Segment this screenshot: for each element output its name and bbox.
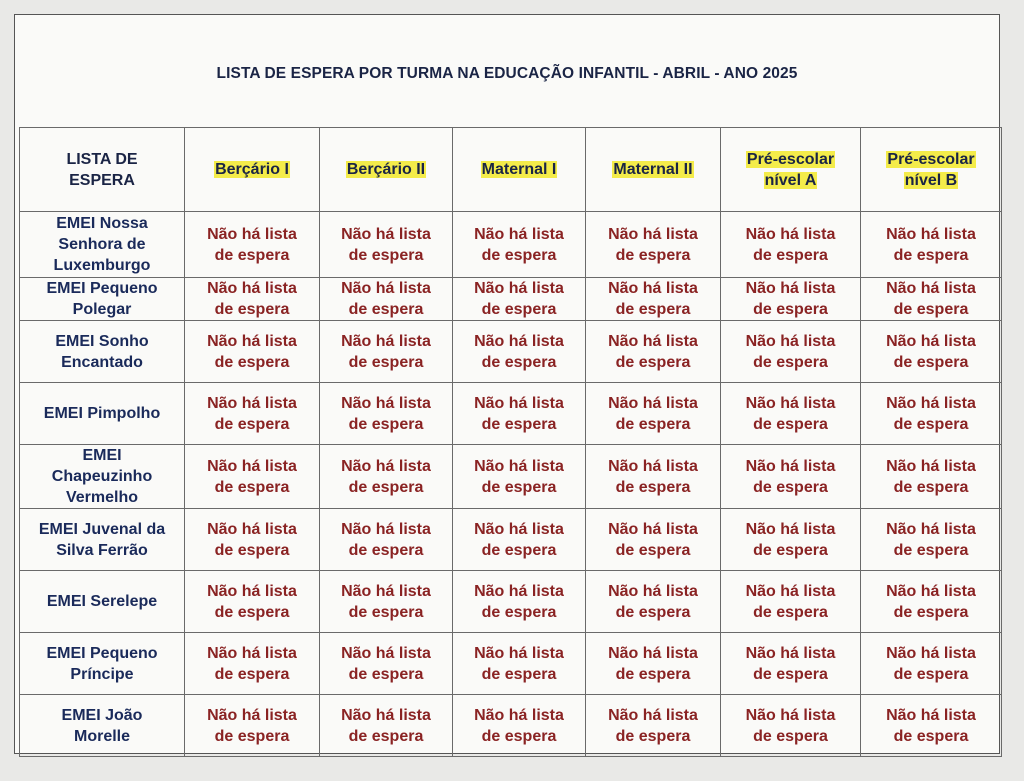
waiting-status-line: Não há lista bbox=[207, 582, 297, 600]
waiting-status-line: de espera bbox=[481, 727, 557, 745]
waiting-status-line: Não há lista bbox=[608, 706, 698, 724]
waiting-status-line: Não há lista bbox=[474, 332, 564, 350]
waiting-status-cell bbox=[453, 571, 586, 633]
waiting-status-cell bbox=[721, 695, 861, 757]
waiting-status-line: de espera bbox=[348, 246, 424, 264]
waiting-status-cell bbox=[185, 383, 320, 445]
school-name-line: EMEI bbox=[82, 447, 122, 464]
table-row bbox=[20, 633, 1002, 695]
column-header-label: Maternal I bbox=[481, 161, 557, 178]
waiting-status-line: de espera bbox=[348, 665, 424, 683]
waiting-status-line: Não há lista bbox=[608, 644, 698, 662]
waiting-status-cell bbox=[861, 695, 1002, 757]
school-name-cell bbox=[20, 571, 185, 633]
waiting-status-line: Não há lista bbox=[608, 582, 698, 600]
school-name-line: EMEI Pimpolho bbox=[43, 405, 161, 422]
waiting-status-cell bbox=[185, 509, 320, 571]
waiting-status-cell bbox=[185, 321, 320, 383]
waiting-status-cell bbox=[453, 383, 586, 445]
waiting-status-line: Não há lista bbox=[886, 520, 976, 538]
waiting-status-line: Não há lista bbox=[745, 394, 836, 412]
school-name-line: EMEI Nossa bbox=[56, 215, 148, 232]
waiting-status-cell bbox=[320, 383, 453, 445]
school-name-line: Vermelho bbox=[65, 489, 139, 506]
waiting-status-line: de espera bbox=[753, 603, 828, 621]
waiting-status-line: Não há lista bbox=[341, 520, 431, 538]
school-name-cell bbox=[20, 278, 185, 321]
waiting-status-line: de espera bbox=[481, 246, 557, 264]
school-name-line: Silva Ferrão bbox=[56, 541, 148, 559]
waiting-status-cell bbox=[185, 571, 320, 633]
table-body bbox=[20, 212, 1002, 757]
waiting-status-cell bbox=[185, 278, 320, 321]
waiting-status-line: de espera bbox=[214, 665, 290, 683]
school-name-line: Senhora de bbox=[58, 236, 146, 253]
school-name-line: EMEI Pequeno bbox=[46, 644, 158, 662]
table-row bbox=[20, 445, 1002, 509]
waiting-status-line: Não há lista bbox=[341, 582, 431, 600]
waiting-status-line: Não há lista bbox=[608, 332, 698, 350]
waiting-status-cell bbox=[320, 633, 453, 695]
waiting-status-line: Não há lista bbox=[608, 394, 698, 412]
waiting-status-line: Não há lista bbox=[474, 225, 564, 243]
waiting-status-cell bbox=[320, 509, 453, 571]
school-name-line: Encantado bbox=[61, 353, 143, 371]
school-name-line: Luxemburgo bbox=[53, 257, 151, 274]
waiting-list-table bbox=[19, 127, 1002, 757]
waiting-status-cell bbox=[861, 278, 1002, 321]
waiting-status-cell bbox=[453, 278, 586, 321]
waiting-status-cell bbox=[861, 383, 1002, 445]
waiting-status-cell bbox=[721, 509, 861, 571]
waiting-status-line: Não há lista bbox=[745, 582, 836, 600]
waiting-status-line: de espera bbox=[481, 353, 557, 371]
waiting-status-cell bbox=[320, 321, 453, 383]
waiting-status-line: Não há lista bbox=[745, 644, 836, 662]
waiting-status-cell bbox=[721, 212, 861, 278]
column-header-maternal-1 bbox=[453, 128, 586, 212]
waiting-status-line: Não há lista bbox=[886, 280, 976, 297]
school-name-cell bbox=[20, 509, 185, 571]
waiting-status-line: Não há lista bbox=[745, 225, 836, 243]
waiting-status-cell bbox=[586, 321, 721, 383]
waiting-status-cell bbox=[320, 695, 453, 757]
waiting-status-cell bbox=[586, 571, 721, 633]
waiting-status-line: Não há lista bbox=[886, 644, 976, 662]
waiting-status-cell bbox=[861, 321, 1002, 383]
waiting-status-line: Não há lista bbox=[207, 225, 297, 243]
waiting-status-line: de espera bbox=[893, 478, 969, 496]
table-row bbox=[20, 695, 1002, 757]
waiting-status-line: Não há lista bbox=[474, 706, 564, 724]
column-header-pre-escolar-b bbox=[861, 128, 1002, 212]
waiting-status-cell bbox=[861, 633, 1002, 695]
waiting-status-line: Não há lista bbox=[474, 280, 564, 297]
waiting-status-cell bbox=[453, 695, 586, 757]
waiting-status-line: de espera bbox=[214, 301, 290, 318]
corner-header bbox=[20, 128, 185, 212]
waiting-status-line: de espera bbox=[348, 415, 424, 433]
waiting-status-line: Não há lista bbox=[207, 394, 297, 412]
waiting-status-line: de espera bbox=[214, 478, 290, 496]
waiting-status-line: de espera bbox=[615, 353, 691, 371]
waiting-status-line: Não há lista bbox=[608, 457, 698, 475]
waiting-status-line: Não há lista bbox=[341, 332, 431, 350]
waiting-status-line: Não há lista bbox=[341, 706, 431, 724]
column-header-maternal-2 bbox=[586, 128, 721, 212]
school-name-line: EMEI Sonho bbox=[55, 332, 149, 350]
waiting-status-line: Não há lista bbox=[608, 520, 698, 538]
school-name-line: Chapeuzinho bbox=[51, 468, 153, 485]
document-title: LISTA DE ESPERA POR TURMA NA EDUCAÇÃO INFANTIL - ABRIL - ANO 2025 bbox=[216, 65, 798, 82]
waiting-status-line: de espera bbox=[893, 603, 969, 621]
waiting-status-line: Não há lista bbox=[474, 457, 564, 475]
waiting-status-line: de espera bbox=[481, 541, 557, 559]
waiting-status-line: de espera bbox=[753, 541, 828, 559]
waiting-status-line: Não há lista bbox=[341, 280, 431, 297]
waiting-status-cell bbox=[861, 571, 1002, 633]
waiting-status-cell bbox=[586, 383, 721, 445]
waiting-status-cell bbox=[721, 278, 861, 321]
waiting-status-line: de espera bbox=[214, 727, 290, 745]
waiting-status-line: Não há lista bbox=[474, 582, 564, 600]
waiting-status-line: de espera bbox=[348, 541, 424, 559]
waiting-status-cell bbox=[721, 633, 861, 695]
school-name-line: EMEI Serelepe bbox=[46, 593, 158, 610]
waiting-status-cell bbox=[185, 212, 320, 278]
school-name-cell bbox=[20, 212, 185, 278]
waiting-status-cell bbox=[453, 321, 586, 383]
waiting-status-line: de espera bbox=[481, 478, 557, 496]
waiting-status-line: de espera bbox=[615, 301, 691, 318]
waiting-status-line: Não há lista bbox=[207, 332, 297, 350]
waiting-status-cell bbox=[453, 509, 586, 571]
waiting-status-line: Não há lista bbox=[745, 280, 836, 297]
waiting-status-cell bbox=[320, 445, 453, 509]
waiting-status-line: Não há lista bbox=[474, 394, 564, 412]
waiting-status-cell bbox=[185, 445, 320, 509]
waiting-status-line: de espera bbox=[753, 301, 828, 318]
waiting-status-line: de espera bbox=[481, 603, 557, 621]
waiting-status-cell bbox=[721, 571, 861, 633]
table-row bbox=[20, 212, 1002, 278]
waiting-status-line: de espera bbox=[893, 415, 969, 433]
waiting-status-line: Não há lista bbox=[886, 457, 976, 475]
waiting-status-line: de espera bbox=[615, 415, 691, 433]
waiting-status-cell bbox=[453, 445, 586, 509]
waiting-status-cell bbox=[586, 509, 721, 571]
waiting-status-line: Não há lista bbox=[745, 457, 836, 475]
table-header-row bbox=[20, 128, 1002, 212]
waiting-status-cell bbox=[586, 633, 721, 695]
school-name-cell bbox=[20, 445, 185, 509]
waiting-status-line: Não há lista bbox=[745, 332, 836, 350]
waiting-status-line: de espera bbox=[348, 353, 424, 371]
waiting-status-line: de espera bbox=[893, 541, 969, 559]
school-name-cell bbox=[20, 695, 185, 757]
column-header-bercario-1 bbox=[185, 128, 320, 212]
waiting-status-cell bbox=[320, 212, 453, 278]
corner-header-line: LISTA DE bbox=[66, 150, 138, 168]
waiting-status-line: de espera bbox=[893, 246, 969, 264]
waiting-status-line: de espera bbox=[893, 665, 969, 683]
column-header-label: Pré-escolar bbox=[887, 150, 975, 168]
waiting-status-line: de espera bbox=[615, 246, 691, 264]
waiting-status-line: de espera bbox=[214, 246, 290, 264]
waiting-status-cell bbox=[586, 278, 721, 321]
waiting-status-line: Não há lista bbox=[341, 225, 431, 243]
school-name-line: Polegar bbox=[72, 301, 132, 318]
school-name-cell bbox=[20, 383, 185, 445]
waiting-status-cell bbox=[861, 212, 1002, 278]
waiting-status-line: Não há lista bbox=[608, 225, 698, 243]
waiting-status-line: Não há lista bbox=[341, 457, 431, 475]
waiting-status-line: Não há lista bbox=[207, 457, 297, 475]
waiting-status-cell bbox=[320, 571, 453, 633]
school-name-cell bbox=[20, 633, 185, 695]
column-header-label: nível B bbox=[904, 171, 958, 189]
table-row bbox=[20, 571, 1002, 633]
waiting-status-line: Não há lista bbox=[207, 644, 297, 662]
column-header-label: nível A bbox=[764, 171, 817, 189]
waiting-status-line: Não há lista bbox=[886, 332, 976, 350]
column-header-label: Berçário I bbox=[215, 161, 289, 178]
school-name-cell bbox=[20, 321, 185, 383]
waiting-status-cell bbox=[185, 633, 320, 695]
waiting-status-cell bbox=[586, 445, 721, 509]
school-name-line: EMEI Pequeno bbox=[46, 280, 158, 297]
waiting-status-line: Não há lista bbox=[886, 394, 976, 412]
waiting-status-line: Não há lista bbox=[745, 520, 836, 538]
school-name-line: Morelle bbox=[73, 727, 130, 745]
waiting-status-line: Não há lista bbox=[886, 225, 976, 243]
table-row bbox=[20, 278, 1002, 321]
waiting-status-line: Não há lista bbox=[207, 706, 297, 724]
waiting-status-line: de espera bbox=[481, 301, 557, 318]
waiting-status-line: de espera bbox=[348, 301, 424, 318]
waiting-status-line: de espera bbox=[214, 415, 290, 433]
waiting-status-line: de espera bbox=[348, 478, 424, 496]
waiting-status-line: de espera bbox=[615, 665, 691, 683]
waiting-status-line: Não há lista bbox=[608, 280, 698, 297]
column-header-pre-escolar-a bbox=[721, 128, 861, 212]
waiting-status-line: de espera bbox=[893, 301, 969, 318]
document-page bbox=[14, 14, 1000, 754]
waiting-status-cell bbox=[586, 695, 721, 757]
waiting-status-line: de espera bbox=[893, 727, 969, 745]
column-header-label: Maternal II bbox=[613, 161, 693, 178]
waiting-status-cell bbox=[320, 278, 453, 321]
waiting-status-cell bbox=[453, 212, 586, 278]
waiting-status-line: Não há lista bbox=[886, 706, 976, 724]
waiting-status-line: de espera bbox=[481, 665, 557, 683]
waiting-status-line: de espera bbox=[615, 603, 691, 621]
waiting-status-line: Não há lista bbox=[745, 706, 836, 724]
column-header-bercario-2 bbox=[320, 128, 453, 212]
waiting-status-cell bbox=[453, 633, 586, 695]
waiting-status-cell bbox=[861, 445, 1002, 509]
waiting-status-line: Não há lista bbox=[207, 520, 297, 538]
column-header-label: Berçário II bbox=[346, 161, 426, 178]
school-name-line: EMEI Juvenal da bbox=[38, 520, 166, 538]
waiting-status-line: Não há lista bbox=[474, 520, 564, 538]
waiting-status-line: de espera bbox=[214, 541, 290, 559]
waiting-status-line: de espera bbox=[348, 727, 424, 745]
waiting-status-line: Não há lista bbox=[341, 644, 431, 662]
school-name-line: EMEI João bbox=[61, 706, 143, 724]
waiting-status-line: de espera bbox=[893, 353, 969, 371]
waiting-status-line: de espera bbox=[214, 353, 290, 371]
waiting-status-line: de espera bbox=[753, 727, 828, 745]
table-row bbox=[20, 509, 1002, 571]
waiting-status-line: Não há lista bbox=[474, 644, 564, 662]
waiting-status-cell bbox=[586, 212, 721, 278]
table-row bbox=[20, 321, 1002, 383]
waiting-status-line: de espera bbox=[753, 353, 828, 371]
corner-header-line: ESPERA bbox=[69, 171, 135, 189]
waiting-status-line: de espera bbox=[214, 603, 290, 621]
waiting-status-line: de espera bbox=[753, 665, 828, 683]
waiting-status-line: Não há lista bbox=[207, 280, 297, 297]
table-row bbox=[20, 383, 1002, 445]
waiting-status-line: de espera bbox=[753, 246, 828, 264]
waiting-status-line: de espera bbox=[615, 541, 691, 559]
waiting-status-line: de espera bbox=[753, 478, 828, 496]
waiting-status-line: de espera bbox=[481, 415, 557, 433]
waiting-status-cell bbox=[721, 445, 861, 509]
waiting-status-line: de espera bbox=[753, 415, 828, 433]
waiting-status-cell bbox=[721, 383, 861, 445]
waiting-status-cell bbox=[185, 695, 320, 757]
waiting-status-line: de espera bbox=[348, 603, 424, 621]
school-name-line: Príncipe bbox=[70, 665, 134, 683]
waiting-status-line: de espera bbox=[615, 727, 691, 745]
waiting-status-line: de espera bbox=[615, 478, 691, 496]
waiting-status-cell bbox=[721, 321, 861, 383]
column-header-label: Pré-escolar bbox=[746, 150, 835, 168]
waiting-status-cell bbox=[861, 509, 1002, 571]
waiting-status-line: Não há lista bbox=[886, 582, 976, 600]
waiting-status-line: Não há lista bbox=[341, 394, 431, 412]
